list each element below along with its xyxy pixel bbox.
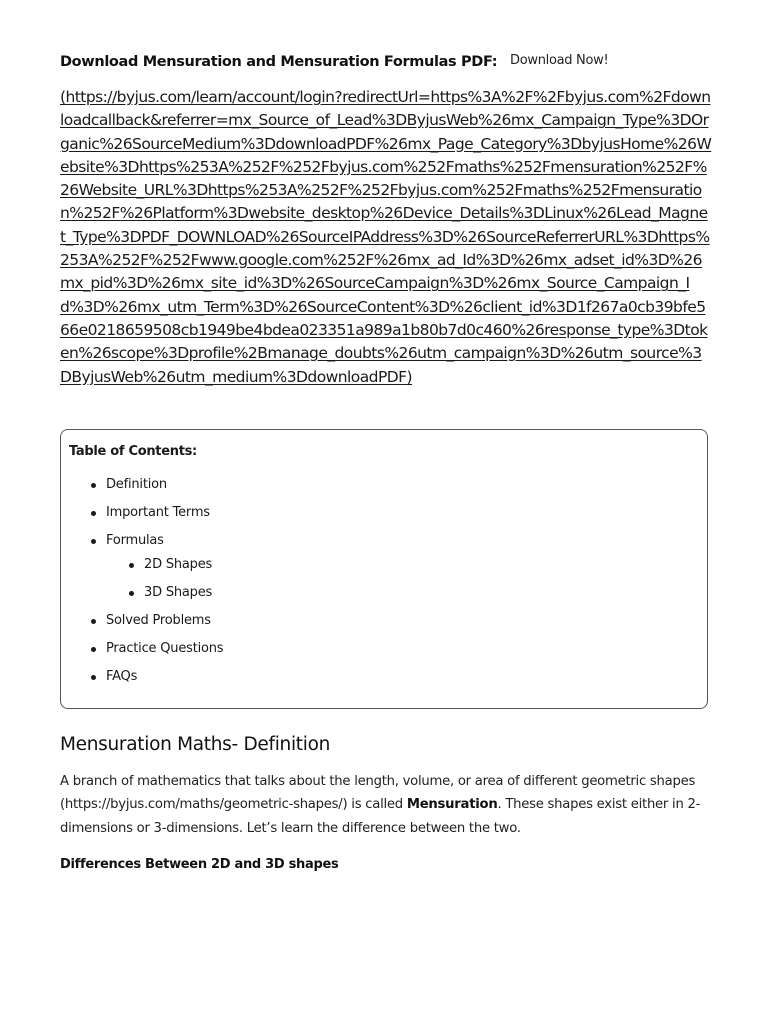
- toc-item-definition[interactable]: Definition: [106, 476, 223, 504]
- definition-paragraph: [60, 770, 710, 840]
- toc-item-formulas[interactable]: [106, 532, 223, 556]
- download-login-link[interactable]: (https://byjus.com/learn/account/login?redirectUrl=https%3A%2F%2Fbyjus.com%2Fdownloadcallback&referrer=mx_Source_of_Lead%3DByjusWeb%26mx_Campaign_Type%3DOrganic%26SourceMedium%3DdownloadPDF%26mx_Page_Category%3DbyjusHome%26Website%3Dhttps%253A%252F%252Fbyjus.com%252Fmaths%252Fmensuration%252F%26Website_URL%3Dhttps%253A%252F%252Fbyjus.com%252Fmaths%252Fmensuration%252F%26Platform%3Dwebsite_desktop%26Device_Details%3DLinux%26Lead_Magnet_Type%3DPDF_DOWNLOAD%26SourceIPAddress%3D%26SourceReferrerURL%3Dhttps%253A%252F%252Fwww.google.com%252F%26mx_ad_Id%3D%26mx_adset_id%3D%26mx_pid%3D%26mx_site_id%3D%26SourceCampaign%3D%26mx_Source_Campaign_Id%3D%26mx_utm_Term%3D%26SourceContent%3D%26client_id%3D1f267a0cb39bfe566e0218659508cb1949be4bdea023351a989a1b80b7d0c460%26response_type%3Dtoken%26scope%3Dprofile%2Bmanage_doubts%26utm_campaign%3D%26utm_source%3DByjusWeb%26utm_medium%3DdownloadPDF): [60, 88, 712, 386]
- toc-item-important-terms[interactable]: Important Terms: [106, 504, 223, 532]
- toc-list: [106, 476, 223, 696]
- definition-text-part2: . These shapes exist either in 2-dimensions or 3-dimensions. Let’s learn the difference between the two.: [60, 797, 701, 836]
- toc-item-2d-shapes[interactable]: 2D Shapes: [144, 556, 223, 584]
- download-now-link[interactable]: Download Now!: [510, 53, 609, 68]
- toc-title: Table of Contents:: [69, 444, 197, 459]
- differences-subheading: Differences Between 2D and 3D shapes: [60, 857, 339, 872]
- definition-text-part1: A branch of mathematics that talks about the length, volume, or area of different geometric shapes (https://byjus.com/maths/geometric-shapes/) is called: [60, 774, 696, 813]
- toc-sublist-wrapper: [106, 556, 223, 612]
- toc-item-3d-shapes[interactable]: 3D Shapes: [144, 584, 223, 612]
- toc-sublist: [106, 556, 223, 612]
- definition-text-bold: Mensuration: [406, 797, 498, 813]
- toc-item-practice-questions[interactable]: Practice Questions: [106, 640, 223, 668]
- download-title: Download Mensuration and Mensuration Formulas PDF:: [60, 54, 498, 70]
- toc-item-solved-problems[interactable]: Solved Problems: [106, 612, 223, 640]
- table-of-contents: [60, 429, 708, 709]
- toc-item-faqs[interactable]: FAQs: [106, 668, 223, 696]
- definition-heading: Mensuration Maths- Definition: [60, 734, 331, 755]
- toc-item-formulas-label[interactable]: Formulas: [106, 533, 164, 548]
- download-row: [60, 51, 710, 71]
